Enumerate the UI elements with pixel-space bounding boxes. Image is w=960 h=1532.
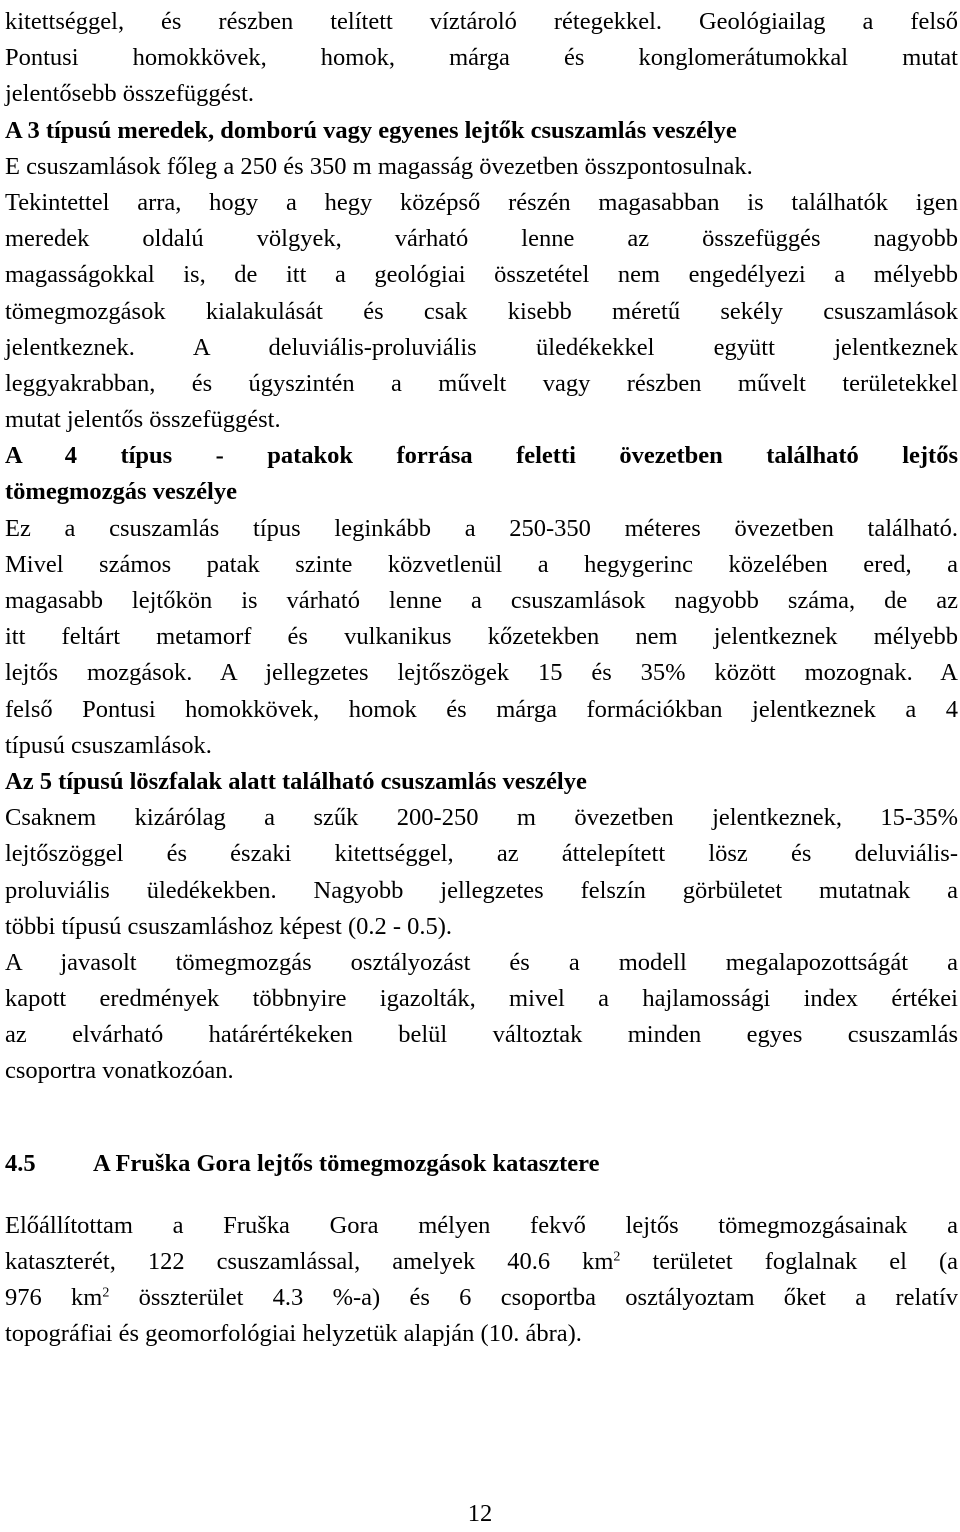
text-line: itt feltárt metamorf és vulkanikus kőzetekben nem jelentkeznek mélyebb: [5, 623, 958, 651]
text-line: A javasolt tömegmozgás osztályozást és a modell megalapozottságát a: [5, 948, 958, 976]
text-line: Ez a csuszamlás típus leginkább a 250-350 méteres övezetben található.: [5, 514, 958, 542]
superscript: 2: [613, 1249, 621, 1265]
text-span: összterület 4.3 %-a) és 6 csoportba osztályoztam őket a relatív: [109, 1284, 958, 1312]
subheading-line: tömegmozgás veszélye: [5, 478, 237, 506]
document-page: [5, 4, 958, 1353]
text-line: jelentkeznek. A deluviális-proluviális üledékekkel együtt jelentkeznek: [5, 333, 958, 361]
superscript: 2: [102, 1285, 110, 1301]
section-heading: [5, 1146, 958, 1182]
final-paragraph: [5, 1208, 958, 1353]
section-title: A Fruška Gora lejtős tömegmozgások katasztere: [93, 1149, 600, 1177]
text-span: területet foglalnak el (a: [620, 1248, 958, 1275]
text-line: csoportra vonatkozóan.: [5, 1057, 234, 1085]
text-line: [5, 1280, 958, 1316]
text-line: tömegmozgások kialakulását és csak kisebb méretű sekély csuszamlások: [5, 297, 958, 325]
text-line: Tekintettel arra, hogy a hegy középső részén magasabban is találhatók igen: [5, 188, 958, 216]
text-line: mutat jelentős összefüggést.: [5, 406, 281, 434]
text-line: kitettséggel, és részben telített víztároló rétegekkel. Geológiailag a felső: [5, 8, 958, 35]
text-line: leggyakrabban, és úgyszintén a művelt vagy részben művelt területekkel: [5, 369, 958, 397]
text-line: topográfiai és geomorfológiai helyzetük alapján (10. ábra).: [5, 1320, 582, 1348]
text-line: lejtőszöggel és északi kitettséggel, az áttelepített lösz és deluviális-: [5, 840, 958, 868]
body-text-block: [5, 4, 958, 1090]
text-line: E csuszamlások főleg a 250 és 350 m magasság övezetben összpontosulnak.: [5, 152, 753, 180]
text-line: az elvárható határértékeken belül változtak minden egyes csuszamlás: [5, 1021, 958, 1049]
text-line: [5, 1244, 958, 1280]
text-line: többi típusú csuszamláshoz képest (0.2 - 0.5).: [5, 912, 453, 940]
text-line: Pontusi homokkövek, homok, márga és konglomerátumokkal mutat: [5, 44, 958, 72]
text-line: Csaknem kizárólag a szűk 200-250 m övezetben jelentkeznek, 15-35%: [5, 804, 958, 832]
text-line: felső Pontusi homokkövek, homok és márga formációkban jelentkeznek a 4: [5, 695, 958, 723]
text-line: Mivel számos patak szinte közvetlenül a hegygerinc közelében ered, a: [5, 550, 958, 578]
text-line: meredek oldalú völgyek, várható lenne az összefüggés nagyobb: [5, 225, 958, 253]
text-line: lejtős mozgások. A jellegzetes lejtőszögek 15 és 35% között mozognak. A: [5, 659, 958, 687]
text-line: kapott eredmények többnyire igazolták, mivel a hajlamossági index értékei: [5, 985, 958, 1013]
text-span: 976 km: [5, 1284, 103, 1312]
text-line: proluviális üledékekben. Nagyobb jellegzetes felszín görbületet mutatnak a: [5, 876, 958, 904]
spacer: [5, 1090, 958, 1146]
subheading-line: A 4 típus - patakok forrása feletti övezetben található lejtős: [5, 442, 958, 470]
spacer: [5, 1182, 958, 1208]
text-line: jelentősebb összefüggést.: [5, 80, 255, 108]
text-line: magasabb lejtőkön is várható lenne a csuszamlások nagyobb száma, de az: [5, 587, 958, 614]
text-span: kataszterét, 122 csuszamlással, amelyek 40.6 km: [5, 1248, 614, 1275]
subheading-line: A 3 típusú meredek, domború vagy egyenes lejtők csuszamlás veszélye: [5, 116, 737, 144]
text-line: típusú csuszamlások.: [5, 731, 212, 759]
page-number: 12: [467, 1500, 493, 1527]
text-line: magasságokkal is, de itt a geológiai összetétel nem engedélyezi a mélyebb: [5, 261, 958, 289]
text-line: Előállítottam a Fruška Gora mélyen fekvő lejtős tömegmozgásainak a: [5, 1211, 958, 1239]
subheading-line: Az 5 típusú löszfalak alatt található csuszamlás veszélye: [5, 767, 587, 795]
section-number: 4.5: [5, 1149, 36, 1177]
